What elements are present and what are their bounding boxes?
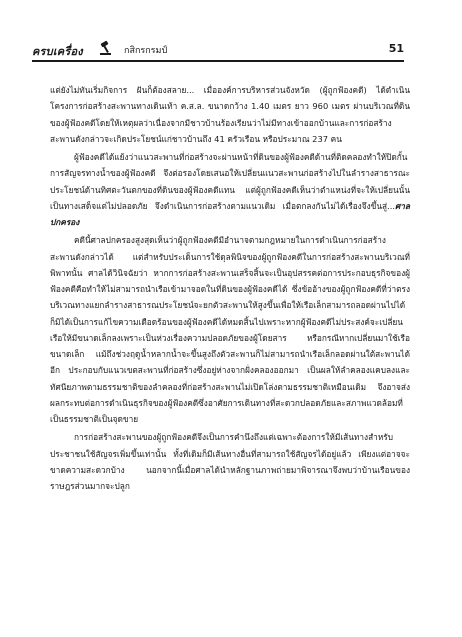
paragraph-1-text: แต่ยังไม่ทันเริ่มกิจการ ฝันก็ต้องสลาย... เมื่อองค์การบริหารส่วนจังหวัด (ผู้ถูกฟ้องคดี) ได้ดำเนินโครงการก่อสร้างสะพานทางเดินเท้า ค.ส.ล. ขนาดกว้าง 1.40 เมตร ยาว 960 เมตร ผ่านบริเวณที่ดินของผู้ฟ้องคดีโดยให้เหตุผลว่าเนื่องจากมีชาวบ้านร้องเรียนว่าไม่มีทางเข้าออกบ้านและการก่อสร้างสะพานดังกล่าวจะเกิดประโยชน์แก่ชาวบ้านถึง 41 ครัวเรือน หรือประมาณ 237 คน bbox=[50, 85, 410, 144]
page-header bbox=[32, 40, 404, 64]
paragraph-3 bbox=[50, 232, 410, 427]
book-title: ครบเครื่อง bbox=[32, 45, 83, 58]
paragraph-4 bbox=[50, 429, 410, 494]
gavel-icon bbox=[98, 40, 114, 56]
body-text bbox=[50, 82, 410, 496]
page-number: 51 bbox=[388, 42, 404, 55]
paragraph-4-text: การก่อสร้างสะพานของผู้ถูกฟ้องคดีจึงเป็นการคำนึงถึงแต่เฉพาะต้องการให้มีเส้นทางสำหรับประชาชนใช้สัญจรเพิ่มขึ้นเท่านั้น ทั้งที่เดิมก็มีเส้นทางอื่นที่สามารถใช้สัญจรได้อยู่แล้ว เพียงแต่อาจจะขาดความสะดวกบ้าง นอกจากนี้เมื่อศาลได้นำหลักฐานภาพถ่ายมาพิจารณาจึงพบว่าบ้านเรือนของราษฎรส่วนมากจะปลูก bbox=[50, 432, 410, 491]
paragraph-2 bbox=[50, 149, 410, 230]
header-rule bbox=[32, 60, 404, 62]
paragraph-3-text: คดีนี้ศาลปกครองสูงสุดเห็นว่าผู้ถูกฟ้องคดีมีอำนาจตามกฎหมายในการดำเนินการก่อสร้างสะพานดังกล่าวได้ แต่สำหรับประเด็นการใช้ดุลพินิจของผู้ถูกฟ้องคดีในการก่อสร้างสะพานบริเวณที่พิพาทนั้น ศาลได้วินิจฉัยว่า หากการก่อสร้างสะพานเสร็จสิ้นจะเป็นอุปสรรคต่อการประกอบธุรกิจของผู้ฟ้องคดีคือทำให้ไม่สามารถนำเรือเข้ามาจอดในที่ดินของผู้ฟ้องคดีได้ ซึ่งข้ออ้างของผู้ถูกฟ้องคดีที่ว่าตรงบริเวณทางแยกลำรางสาธารณประโยชน์จะยกตัวสะพานให้สูงขึ้นเพื่อให้เรือเล็กสามารถลอดผ่านไปได้ ก็มิได้เป็นการแก้ไขความเดือดร้อนของผู้ฟ้องคดีได้หมดสิ้นไปเพราะหากผู้ฟ้องคดีไม่ประสงค์จะเปลี่ยนเรือให้มีขนาดเล็กลงเพราะเป็นห่วงเรื่องความปลอดภัยของผู้โดยสาร หรือกรณีหากเปลี่ยนมาใช้เรือขนาดเล็ก แม้ถึงช่วงฤดูน้ำหลากน้ำจะขึ้นสูงถึงตัวสะพานก็ไม่สามารถนำเรือเล็กลอดผ่านใต้สะพานได้อีก ประกอบกับแนวเขตสะพานที่ก่อสร้างซึ่งอยู่ห่างจากฝั่งคลองออกมา เป็นผลให้ลำคลองแคบลงและทัศนียภาพตามธรรมชาติของลำคลองที่ก่อสร้างสะพานไม่เปิดโล่งตามธรรมชาติเหมือนเดิม จึงอาจส่งผลกระทบต่อการดำเนินธุรกิจของผู้ฟ้องคดีซึ่งอาศัยการเดินทางที่สะดวกปลอดภัยและสภาพแวดล้อมที่เป็นธรรมชาติเป็นจุดขาย bbox=[50, 235, 410, 424]
paragraph-2-text: ผู้ฟ้องคดีได้แย้งว่าแนวสะพานที่ก่อสร้างจะผ่านหน้าที่ดินของผู้ฟ้องคดีด้านที่ติดคลองทำให้ปิดกั้นการสัญจรทางน้ำของผู้ฟ้องคดี จึงต่อรองโดยเสนอให้เปลี่ยนแนวสะพานก่อสร้างไปในลำรางสาธารณะประโยชน์ด้านทิศตะวันตกของที่ดินของผู้ฟ้องคดีแทน แต่ผู้ถูกฟ้องคดีเห็นว่าตำแหน่งที่จะให้เปลี่ยนนั้นเป็นทางเสด็จแต่ไม่ปลอดภัย จึงดำเนินการก่อสร้างตามแนวเดิม เมื่อตกลงกันไม่ได้เรื่องจึงขึ้นสู่... bbox=[50, 152, 410, 211]
paragraph-2-emphasis: ศาลปกครอง bbox=[50, 200, 410, 227]
paragraph-1 bbox=[50, 82, 410, 147]
chapter-subtitle: กสิกรกรมป์ bbox=[124, 46, 168, 56]
